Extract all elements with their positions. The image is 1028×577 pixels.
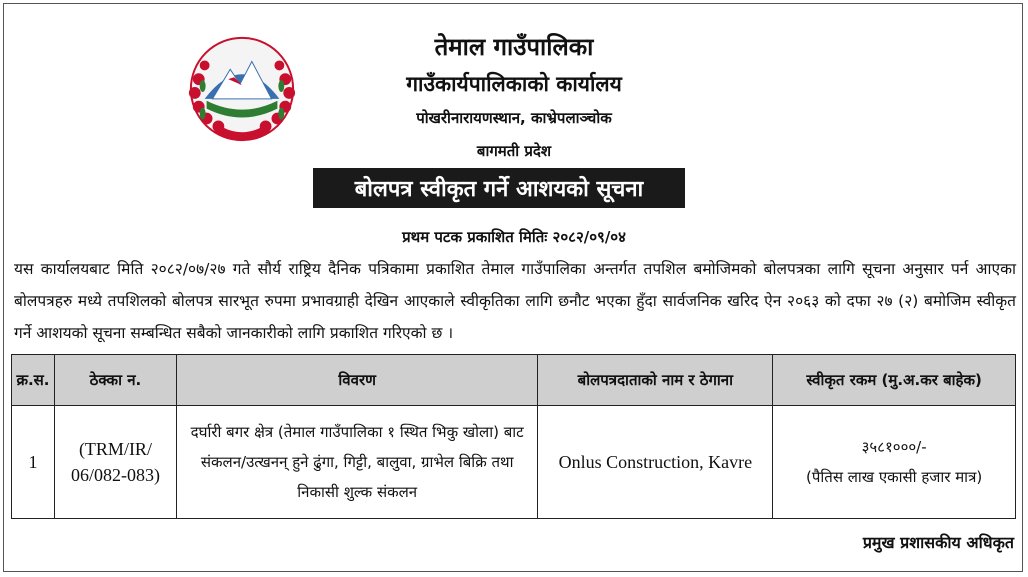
cell-description: दर्घारी बगर क्षेत्र (तेमाल गाउँपालिका १ स्थित भिकु खोला) बाट संकलन/उत्खनन् हुने ढुंगा, गिट्टी, बालुवा, ग्राभेल बिक्रि तथा निकासी शुल्क संकलन (176, 406, 538, 519)
signature-title: प्रमुख प्रशासकीय अधिकृत (862, 533, 1014, 552)
amount-words: (पैतिस लाख एकासी हजार मात्र) (806, 468, 983, 486)
cell-contract-no: (TRM/IR/ 06/082-083) (54, 406, 176, 519)
col-header-amount: स्वीकृत रकम (मु.अ.कर बाहेक) (773, 355, 1016, 406)
col-header-contract-no: ठेक्का न. (54, 355, 176, 406)
cell-amount (773, 406, 1016, 519)
published-date: प्रथम पटक प्रकाशित मितिः २०८२/०९/०४ (402, 228, 626, 246)
table-header-row (12, 355, 1016, 406)
cell-sn: 1 (12, 406, 55, 519)
amount-figure: ३५८१०००/- (861, 438, 927, 456)
col-header-bidder: बोलपत्रदाताको नाम र ठेगाना (538, 355, 773, 406)
table-row (12, 406, 1016, 519)
col-header-sn: क्र.स. (12, 355, 55, 406)
office-address: पोखरीनारायणस्थान, काभ्रेपलाञ्चोक (416, 109, 612, 127)
office-name: गाउँकार्यपालिकाको कार्यालय (406, 72, 622, 96)
notice-body: यस कार्यालयबाट मिति २०८२/०७/२७ गते सौर्य राष्ट्रिय दैनिक पत्रिकामा प्रकाशित तेमाल गाउँपालिका अन्तर्गत तपशिल बमोजिमको बोलपत्रका लागि सूचना अनुसार पर्न आएका बोलपत्रहरु मध्ये तपशिलको बोलपत्र सारभूत रुपमा प्रभावग्राही देखिन आएकाले स्वीकृतिका लागि छनौट भएका हुँदा सार्वजनिक खरिद ऐन २०६३ को दफा २७ (२) बमोजिम स्वीकृत गर्ने आशयको सूचना सम्बन्धित सबैको जानकारीको लागि प्रकाशित गरिएको छ । (14, 260, 1016, 342)
cell-bidder: Onlus Construction, Kavre (538, 406, 773, 519)
province-name: बागमती प्रदेश (476, 142, 552, 160)
col-header-description: विवरण (176, 355, 538, 406)
notice-title: बोलपत्र स्वीकृत गर्ने आशयको सूचना (313, 168, 685, 208)
municipality-name: तेमाल गाउँपालिका (434, 33, 594, 61)
award-table (11, 354, 1016, 519)
